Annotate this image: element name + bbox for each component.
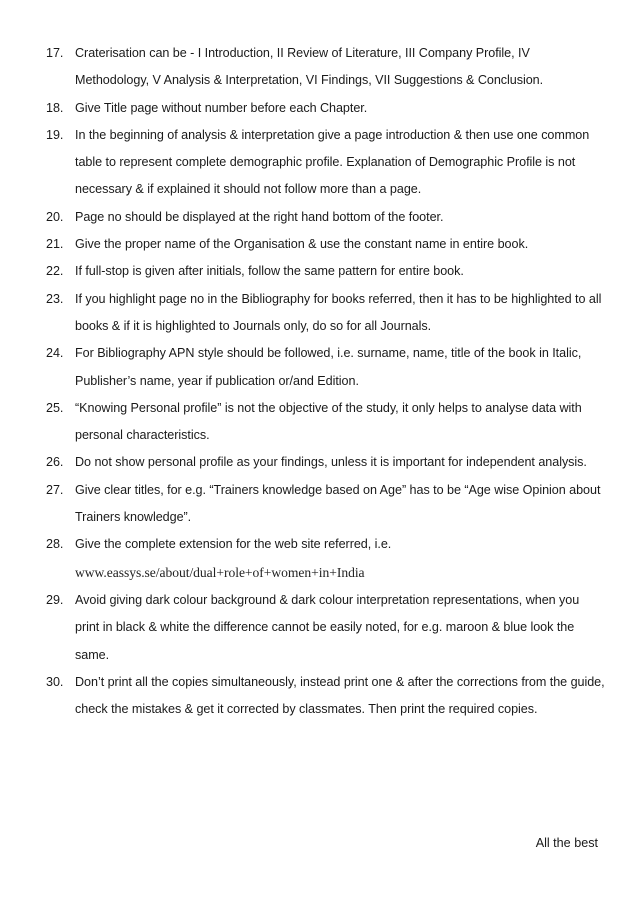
list-item <box>46 204 606 231</box>
item-number: 30. <box>46 674 64 689</box>
list-item <box>46 340 606 395</box>
guidelines-list <box>46 40 606 723</box>
item-text: For Bibliography APN style should be followed, i.e. surname, name, title of the book in Italic, Publisher’s name, year if publication or/and Edition. <box>75 346 582 388</box>
list-item <box>46 395 606 450</box>
list-item <box>46 231 606 258</box>
item-number: 24. <box>46 346 64 361</box>
item-number: 17. <box>46 46 64 60</box>
item-text: Give clear titles, for e.g. “Trainers knowledge based on Age” has to be “Age wise Opinion about Trainers knowledge”. <box>75 482 601 525</box>
list-item <box>46 587 606 669</box>
item-number: 28. <box>46 537 64 552</box>
item-text: Avoid giving dark colour background & dark colour interpretation representations, when you print in black & white the difference cannot be easily noted, for e.g. maroon & blue look the same. <box>75 592 580 662</box>
item-number: 27. <box>46 482 64 497</box>
item-number: 29. <box>46 592 64 607</box>
item-number: 18. <box>46 100 64 115</box>
list-item <box>46 258 606 285</box>
item-text: Page no should be displayed at the right hand bottom of the footer. <box>75 209 444 224</box>
item-number: 26. <box>46 455 64 470</box>
closing-remark: All the best <box>535 836 598 850</box>
item-text: “Knowing Personal profile” is not the objective of the study, it only helps to analyse data with personal characteristics. <box>75 400 582 443</box>
list-item <box>46 449 606 476</box>
item-text: Give Title page without number before each Chapter. <box>75 100 368 115</box>
item-number: 21. <box>46 237 64 252</box>
item-text: Do not show personal profile as your findings, unless it is important for independent analysis. <box>75 455 587 470</box>
list-item <box>46 40 606 95</box>
list-item <box>46 477 606 532</box>
item-text: Give the complete extension for the web site referred, i.e. <box>75 537 392 552</box>
item-text: In the beginning of analysis & interpretation give a page introduction & then use one common table to represent complete demographic profile. Explanation of Demographic Profile is not necessary & if explained it should not follow more than a page. <box>75 127 590 197</box>
item-number: 19. <box>46 127 64 142</box>
item-text: Give the proper name of the Organisation & use the constant name in entire book. <box>75 237 529 252</box>
item-number: 20. <box>46 209 64 224</box>
item-number: 22. <box>46 264 64 279</box>
list-item <box>46 95 606 122</box>
item-number: 23. <box>46 291 64 306</box>
item-text: Craterisation can be - I Introduction, II Review of Literature, III Company Profile, IV Methodology, V Analysis & Interpretation, VI Findings, VII Suggestions & Conclusion. <box>75 46 544 88</box>
website-url: www.eassys.se/about/dual+role+of+women+in+India <box>75 564 365 580</box>
item-text: If full-stop is given after initials, follow the same pattern for entire book. <box>75 264 464 279</box>
list-item <box>46 531 606 587</box>
item-number: 25. <box>46 400 64 415</box>
item-text: If you highlight page no in the Bibliography for books referred, then it has to be highlighted to all books & if it is highlighted to Journals only, do so for all Journals. <box>75 291 602 333</box>
list-item <box>46 669 606 724</box>
list-item <box>46 286 606 341</box>
item-text: Don’t print all the copies simultaneously, instead print one & after the corrections from the guide, check the mistakes & get it corrected by classmates. Then print the required copies. <box>75 674 605 717</box>
list-item <box>46 122 606 204</box>
